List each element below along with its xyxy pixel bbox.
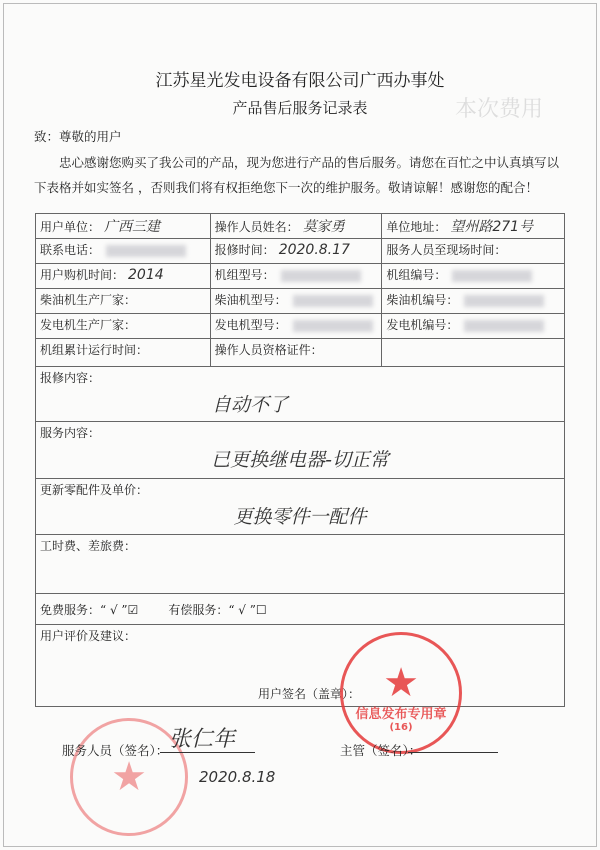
manager-sign-label: 主管（签名）： <box>340 743 422 758</box>
service-content-cell <box>36 422 565 479</box>
feedback-cell <box>36 625 565 707</box>
report-time-value: 2020.8.17 <box>278 242 350 258</box>
service-date: 2020.8.18 <box>199 768 276 786</box>
label: 联系电话： <box>40 243 101 257</box>
label: 发电机生产厂家： <box>40 318 137 332</box>
service-content-value: 已更换继电器-切正常 <box>211 449 389 471</box>
staff-signature: 张仁年 <box>169 727 236 752</box>
unit-address-value: 望州路271号 <box>450 219 534 235</box>
label: 有偿服务：“ √ ” <box>168 602 256 617</box>
genset-model-cell <box>210 264 382 289</box>
free-service-checkbox[interactable]: ☑ <box>127 602 139 617</box>
label: 发电机型号： <box>214 318 287 332</box>
operator-name-cell <box>210 214 382 239</box>
user-stamp <box>340 632 462 754</box>
operator-cert-cell <box>210 339 382 367</box>
watermark: 本次费用 <box>455 97 544 122</box>
stamp-text: 信息发布专用章 <box>355 707 447 722</box>
label: 用户评价及建议： <box>40 629 137 643</box>
parts-cell <box>36 479 565 535</box>
staff-sign-label: 服务人员（签名）： <box>62 743 169 758</box>
label: 机组型号： <box>214 268 275 282</box>
service-type-cell <box>36 594 565 625</box>
label: 用户购机时间： <box>40 268 125 282</box>
paid-service-checkbox[interactable]: ☐ <box>255 602 267 617</box>
label: 柴油机编号： <box>386 293 459 307</box>
salutation: 致：尊敬的用户 <box>34 129 122 144</box>
alternator-maker-cell <box>36 314 211 339</box>
label: 发电机编号： <box>386 318 459 332</box>
phone-cell <box>36 239 211 264</box>
user-unit-cell <box>36 214 211 239</box>
genset-no-cell <box>382 264 565 289</box>
form-title: 产品售后服务记录表 <box>232 99 368 117</box>
star-icon: ★ <box>383 660 419 706</box>
redacted-phone <box>106 245 186 257</box>
redacted-value <box>464 320 544 332</box>
diesel-maker-cell <box>36 289 211 314</box>
label: 操作人员资格证件： <box>214 343 323 357</box>
repair-content-value: 自动不了 <box>211 394 288 416</box>
label: 服务内容： <box>40 426 101 440</box>
redacted-value <box>293 295 373 307</box>
redacted-value <box>452 270 532 282</box>
diesel-model-cell <box>210 289 382 314</box>
label: 报修时间： <box>214 243 275 257</box>
label: 柴油机生产厂家： <box>40 293 137 307</box>
star-icon: ★ <box>111 754 147 800</box>
empty-cell <box>382 339 565 367</box>
label: 更新零配件及单价： <box>40 483 149 497</box>
arrival-time-cell <box>382 239 565 264</box>
run-hours-cell <box>36 339 211 367</box>
service-record-table <box>35 213 565 707</box>
alternator-model-cell <box>210 314 382 339</box>
report-time-cell <box>210 239 382 264</box>
label: 操作人员姓名： <box>214 220 299 234</box>
parts-value: 更换零件一配件 <box>233 506 367 528</box>
redacted-value <box>464 295 544 307</box>
intro-text: 忠心感谢您购买了我公司的产品，现为您进行产品的售后服务。请您在百忙之中认真填写以下表格并如实签名 ，否则我们将有权拒绝您下一次的维护服务。敬请谅解！感谢您的配合！ <box>34 155 560 195</box>
label: 免费服务：“ √ ” <box>40 602 128 617</box>
purchase-time-value: 2014 <box>128 267 164 283</box>
unit-address-cell <box>382 214 565 239</box>
alternator-no-cell <box>382 314 565 339</box>
manager-sign-line <box>408 752 498 753</box>
operator-name-value: 莫家勇 <box>302 219 345 235</box>
fees-cell <box>36 535 565 594</box>
repair-content-cell <box>36 367 565 422</box>
label: 机组累计运行时间： <box>40 343 149 357</box>
label: 服务人员至现场时间： <box>386 243 507 257</box>
label: 机组编号： <box>386 268 447 282</box>
label: 用户单位： <box>40 220 101 234</box>
user-unit-value: 广西三建 <box>104 219 161 235</box>
label: 单位地址： <box>386 220 447 234</box>
label: 柴油机型号： <box>214 293 287 307</box>
label: 报修内容： <box>40 371 101 385</box>
label: 工时费、差旅费： <box>40 539 137 553</box>
company-title: 江苏星光发电设备有限公司广西办事处 <box>155 71 445 91</box>
purchase-time-cell <box>36 264 211 289</box>
redacted-value <box>281 270 361 282</box>
redacted-value <box>293 320 373 332</box>
stamp-number: (16) <box>389 722 413 733</box>
diesel-no-cell <box>382 289 565 314</box>
user-sign-label: 用户签名（盖章）： <box>258 687 361 701</box>
